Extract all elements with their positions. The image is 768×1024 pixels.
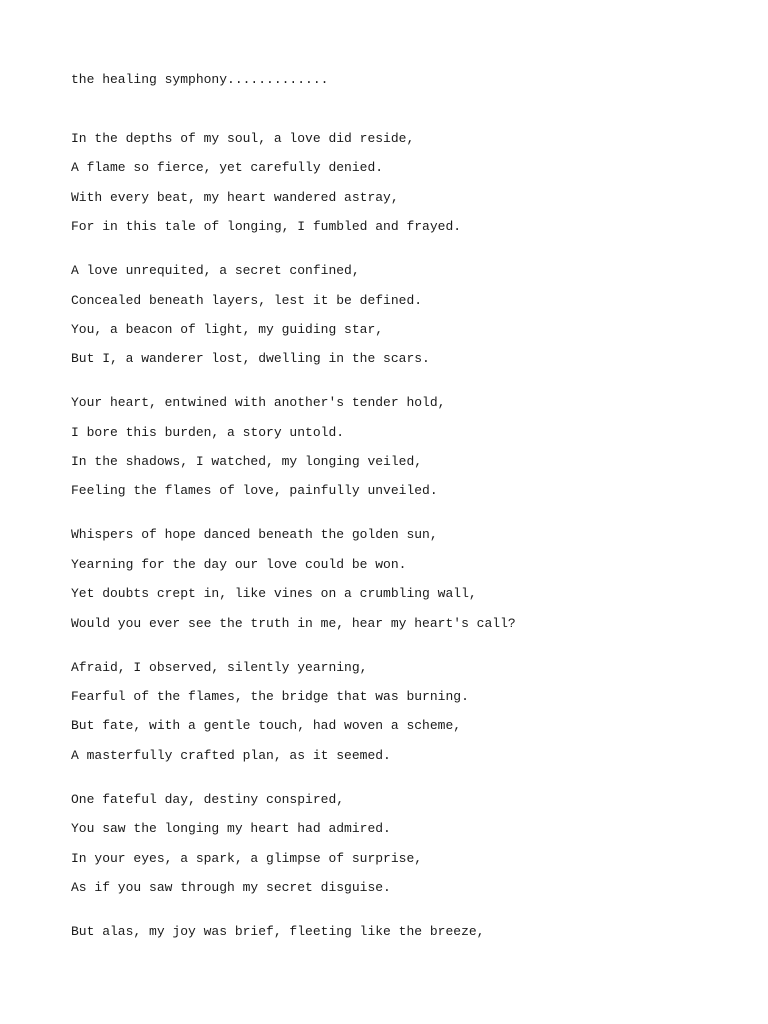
poem-line: Would you ever see the truth in me, hear my heart's call? [71, 615, 516, 631]
poem-line: In your eyes, a spark, a glimpse of surprise, [71, 850, 423, 866]
poem-line: I bore this burden, a story untold. [71, 424, 345, 440]
poem-line: Fearful of the flames, the bridge that was burning. [71, 689, 469, 705]
poem-line: You saw the longing my heart had admired. [71, 821, 391, 837]
poem-line: Afraid, I observed, silently yearning, [71, 659, 368, 675]
stanza [71, 261, 711, 379]
poem-line: In the shadows, I watched, my longing veiled, [71, 454, 423, 470]
poem-line: Whispers of hope danced beneath the golden sun, [71, 527, 438, 543]
poem-line: But fate, with a gentle touch, had woven a scheme, [71, 718, 462, 734]
stanza [71, 658, 711, 776]
poem-line: Yet doubts crept in, like vines on a crumbling wall, [71, 586, 477, 602]
poem-line: You, a beacon of light, my guiding star, [71, 321, 384, 337]
poem-line: A love unrequited, a secret confined, [71, 263, 360, 279]
poem-line: For in this tale of longing, I fumbled and frayed. [71, 219, 462, 235]
stanza [71, 393, 711, 511]
poem-line: Concealed beneath layers, lest it be defined. [71, 292, 423, 308]
stanza [71, 525, 711, 643]
stanza [71, 922, 711, 951]
stanza [71, 129, 711, 247]
document-page [71, 70, 711, 966]
poem-line: A flame so fierce, yet carefully denied. [71, 160, 384, 176]
poem-line: In the depths of my soul, a love did reside, [71, 131, 415, 146]
poem-line: With every beat, my heart wandered astray, [71, 189, 399, 205]
poem-line: A masterfully crafted plan, as it seemed. [71, 747, 391, 763]
poem-line: But alas, my joy was brief, fleeting like the breeze, [71, 923, 485, 939]
poem-title: the healing symphony............. [71, 72, 329, 87]
poem-line: One fateful day, destiny conspired, [71, 791, 345, 807]
poem-line: Feeling the flames of love, painfully unveiled. [71, 483, 438, 499]
poem-line: But I, a wanderer lost, dwelling in the scars. [71, 351, 430, 367]
poem-line: As if you saw through my secret disguise. [71, 879, 391, 895]
poem-line: Your heart, entwined with another's tender hold, [71, 395, 446, 411]
poem-line: Yearning for the day our love could be won. [71, 556, 407, 572]
stanza [71, 790, 711, 908]
